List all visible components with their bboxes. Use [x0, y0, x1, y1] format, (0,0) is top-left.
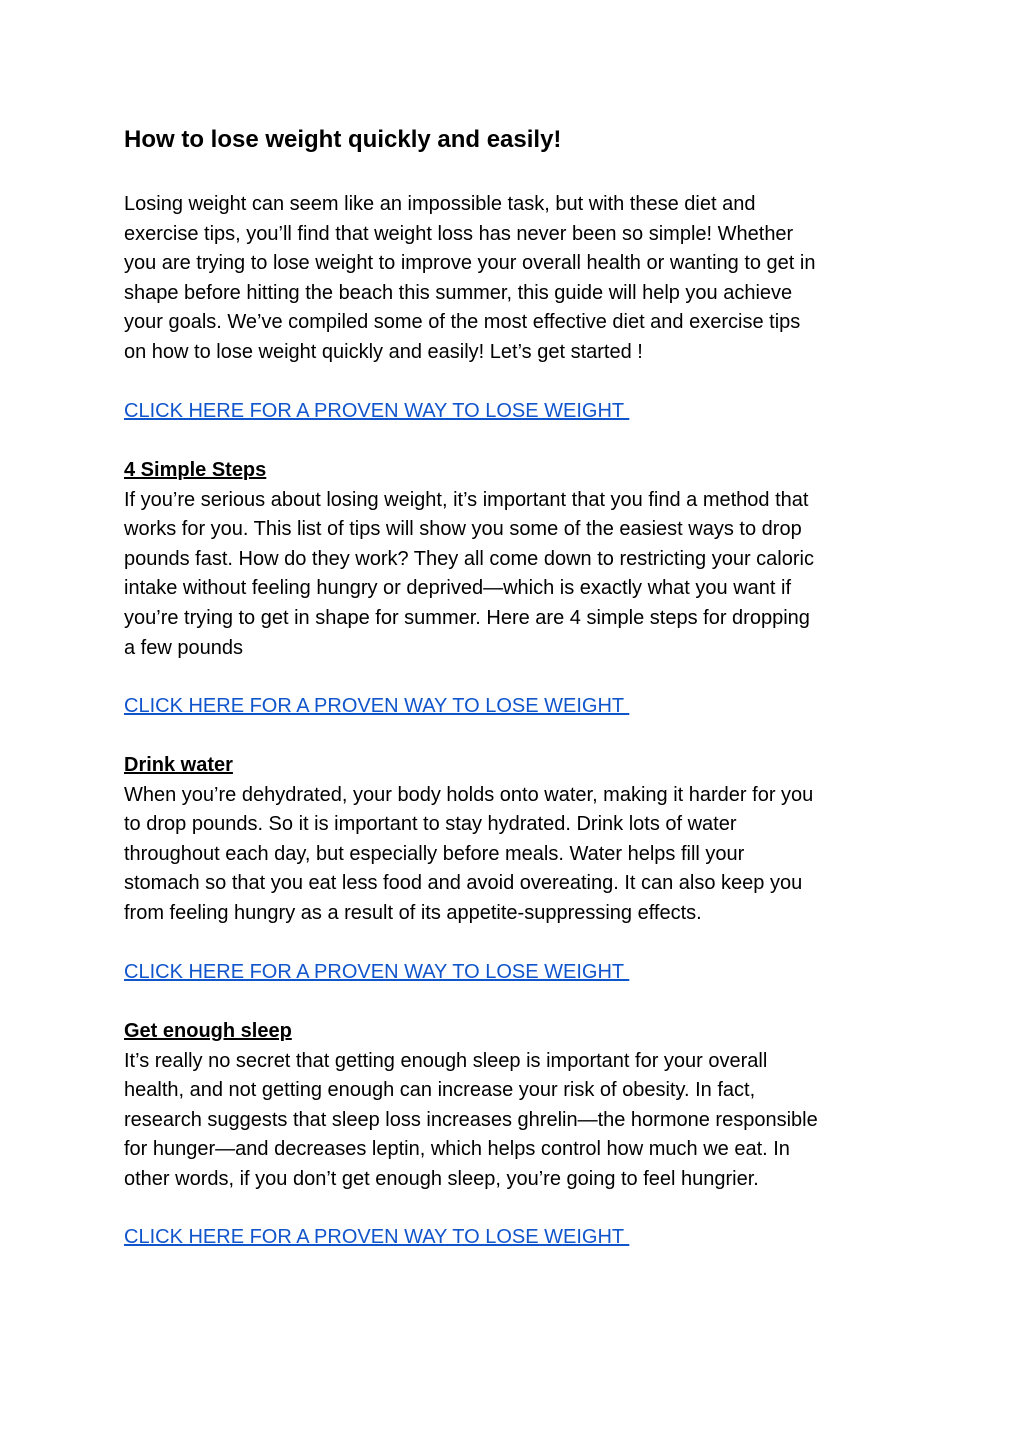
- paragraph-line: stomach so that you eat less food and avoid overeating. It can also keep you: [124, 872, 803, 895]
- paragraph-line: from feeling hungry as a result of its appetite-suppressing effects.: [124, 901, 702, 924]
- section-paragraph-simple-steps: [124, 486, 914, 664]
- paragraph-line: It’s really no secret that getting enough sleep is important for your overall: [124, 1049, 768, 1072]
- intro-paragraph: [124, 190, 914, 368]
- paragraph-line: health, and not getting enough can increase your risk of obesity. In fact,: [124, 1079, 756, 1102]
- paragraph-line: works for you. This list of tips will show you some of the easiest ways to drop: [124, 518, 802, 541]
- section-heading-drink-water: Drink water: [124, 754, 233, 776]
- paragraph-line: other words, if you don’t get enough sleep, you’re going to feel hungrier.: [124, 1167, 759, 1190]
- paragraph-line: throughout each day, but especially before meals. Water helps fill your: [124, 842, 745, 865]
- paragraph-line: When you’re dehydrated, your body holds onto water, making it harder for you: [124, 783, 814, 806]
- intro-line: exercise tips, you’ll find that weight loss has never been so simple! Whether: [124, 222, 794, 245]
- section-heading-get-enough-sleep: Get enough sleep: [124, 1020, 292, 1042]
- cta-link-4[interactable]: CLICK HERE FOR A PROVEN WAY TO LOSE WEIGHT: [124, 1226, 630, 1248]
- paragraph-line: for hunger—and decreases leptin, which helps control how much we eat. In: [124, 1138, 790, 1161]
- section-paragraph-drink-water: [124, 781, 914, 929]
- cta-link-1[interactable]: CLICK HERE FOR A PROVEN WAY TO LOSE WEIGHT: [124, 400, 630, 422]
- intro-line: shape before hitting the beach this summer, this guide will help you achieve: [124, 281, 793, 304]
- paragraph-line: a few pounds: [124, 636, 243, 659]
- paragraph-line: to drop pounds. So it is important to stay hydrated. Drink lots of water: [124, 813, 737, 836]
- cta-link-3[interactable]: CLICK HERE FOR A PROVEN WAY TO LOSE WEIGHT: [124, 961, 630, 983]
- section-heading-simple-steps: 4 Simple Steps: [124, 459, 267, 481]
- paragraph-line: research suggests that sleep loss increases ghrelin—the hormone responsible: [124, 1108, 818, 1131]
- section-paragraph-get-enough-sleep: [124, 1047, 914, 1195]
- paragraph-line: If you’re serious about losing weight, it’s important that you find a method that: [124, 488, 809, 511]
- intro-line: Losing weight can seem like an impossible task, but with these diet and: [124, 193, 756, 215]
- paragraph-line: you’re trying to get in shape for summer. Here are 4 simple steps for dropping: [124, 606, 810, 629]
- intro-line: your goals. We’ve compiled some of the most effective diet and exercise tips: [124, 311, 801, 334]
- paragraph-line: pounds fast. How do they work? They all come down to restricting your caloric: [124, 547, 814, 570]
- cta-link-2[interactable]: CLICK HERE FOR A PROVEN WAY TO LOSE WEIGHT: [124, 695, 630, 717]
- document-title: How to lose weight quickly and easily!: [124, 126, 562, 153]
- intro-line: on how to lose weight quickly and easily! Let’s get started !: [124, 340, 643, 363]
- intro-line: you are trying to lose weight to improve your overall health or wanting to get in: [124, 252, 816, 275]
- paragraph-line: intake without feeling hungry or deprived—which is exactly what you want if: [124, 577, 792, 600]
